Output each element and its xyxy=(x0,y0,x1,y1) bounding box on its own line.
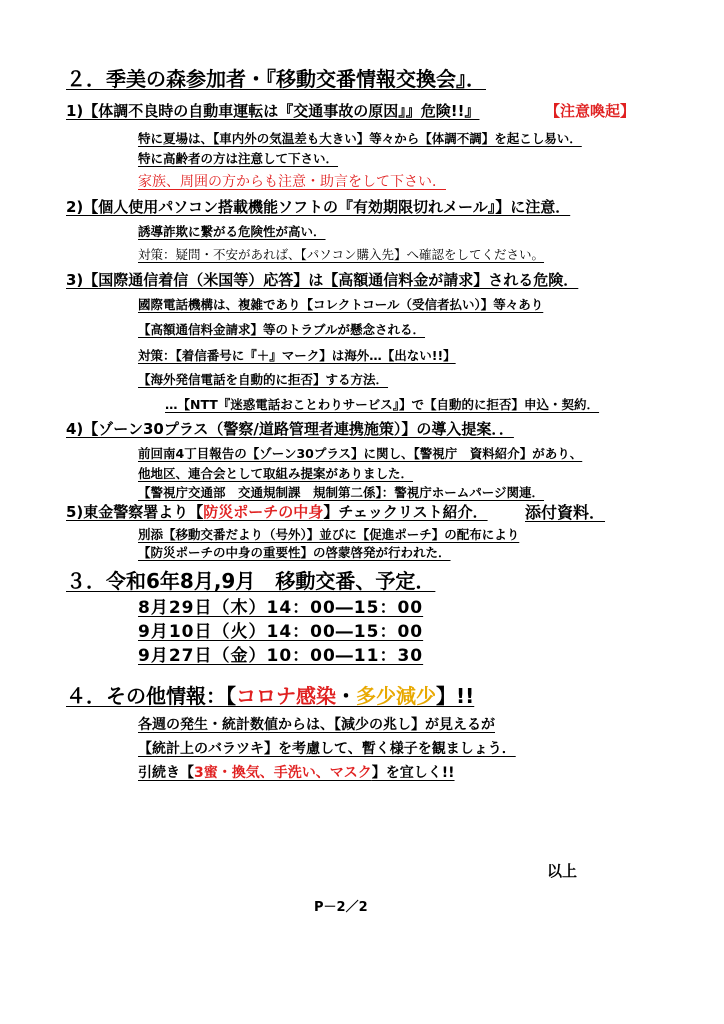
info-line-1: 各週の発生・統計数値からは、【減少の兆し】が見えるが xyxy=(138,717,495,733)
item-3-line-4: 【海外発信電話を自動的に拒否】する方法． xyxy=(138,372,389,387)
item-5-title-post: 】チェックリスト紹介． xyxy=(323,503,488,521)
slight-decrease-text: 多少減少 xyxy=(356,684,436,708)
info-line-2: 【統計上のバラツキ】を考慮して、暫く様子を観ましょう． xyxy=(138,741,516,757)
section-4-heading-post: 】!! xyxy=(436,684,475,708)
caution-tag: 【注意喚起】 xyxy=(545,102,636,120)
section-3-heading: ３．令和6年8月,9月 移動交番、予定． xyxy=(66,569,436,593)
schedule-item-2: 9月10日（火）14：00―15：00 xyxy=(138,622,424,642)
schedule-item-1: 8月29日（木）14：00―15：00 xyxy=(138,598,424,618)
corona-infection-text: コロナ感染 xyxy=(236,684,336,708)
item-5-line-2: 【防災ポーチの中身の重要性】の啓蒙啓発が行われた． xyxy=(138,545,451,560)
item-3-line-3: 対策：【着信番号に『＋』マーク】は海外…【出ない!!】 xyxy=(138,348,456,363)
item-4-line-1: 前回南4丁目報告の【ゾーン30プラス】に関し、【警視庁 資料紹介】があり、 xyxy=(138,446,583,461)
schedule-item-3: 9月27日（金）10：00―11：30 xyxy=(138,646,424,666)
section-2-heading: ２．季美の森参加者・『移動交番情報交換会』． xyxy=(66,67,486,91)
attachment-note: 添付資料． xyxy=(525,503,606,522)
item-5-title xyxy=(66,505,488,520)
section-4-heading-pre: ４．その他情報：【 xyxy=(66,684,236,708)
info-line-3-post: 】を宜しく!! xyxy=(371,765,455,781)
item-5-title-highlight: 防災ポーチの中身 xyxy=(203,503,324,521)
item-2-title: 2)【個人使用パソコン搭載機能ソフトの『有効期限切れメール』】に注意． xyxy=(66,198,571,216)
item-3-line-2: 【高額通信料金請求】等のトラブルが懸念される． xyxy=(138,322,426,337)
item-2-line-2: 対策：疑問・不安があれば、【パソコン購入先】へ確認をしてください。 xyxy=(138,247,545,262)
section-4-heading-dot: ・ xyxy=(336,684,356,708)
info-line-3-pre: 引続き【 xyxy=(138,765,194,781)
prevention-measures-text: 3蜜・換気、手洗い、マスク xyxy=(194,765,372,781)
page-number: P－2／2 xyxy=(314,900,368,915)
item-4-line-2: 他地区、連合会として取組み提案がありました． xyxy=(138,466,414,481)
info-line-3 xyxy=(138,766,455,780)
item-3-line-5: …【NTT『迷惑電話おことわりサービス』】で【自動的に拒否】申込・契約． xyxy=(165,397,600,412)
item-2-line-1: 誘導詐欺に繋がる危険性が高い． xyxy=(138,224,326,239)
item-1-line-1: 特に夏場は、【車内外の気温差も大きい】等々から【体調不調】を起こし易い． xyxy=(138,131,582,146)
item-4-line-3: 【警視庁交通部 交通規制課 規制第二係】：警視庁ホームパージ関連． xyxy=(138,485,545,500)
item-3-title: 3)【国際通信着信（米国等）応答】は【高額通信料金が請求】される危険． xyxy=(66,271,579,289)
item-5-line-1: 別添【移動交番だより（号外）】並びに【促進ポーチ】の配布により xyxy=(138,527,520,542)
item-1-line-3: 家族、周囲の方からも注意・助言をして下さい． xyxy=(138,174,446,190)
item-1-line-2: 特に高齢者の方は注意して下さい． xyxy=(138,151,339,166)
item-3-line-1: 國際電話機構は、複雑であり【コレクトコール（受信者払い）】等々あり xyxy=(138,297,544,312)
item-4-title: 4)【ゾーン30プラス（警察/道路管理者連携施策）】の導入提案．． xyxy=(66,420,514,438)
closing-text: 以上 xyxy=(547,862,578,880)
item-1-title: 1)【体調不良時の自動車運転は『交通事故の原因』』危険!!』 xyxy=(66,102,480,120)
item-5-title-pre: 5)東金警察署より【 xyxy=(66,503,204,521)
section-4-heading xyxy=(66,686,474,706)
